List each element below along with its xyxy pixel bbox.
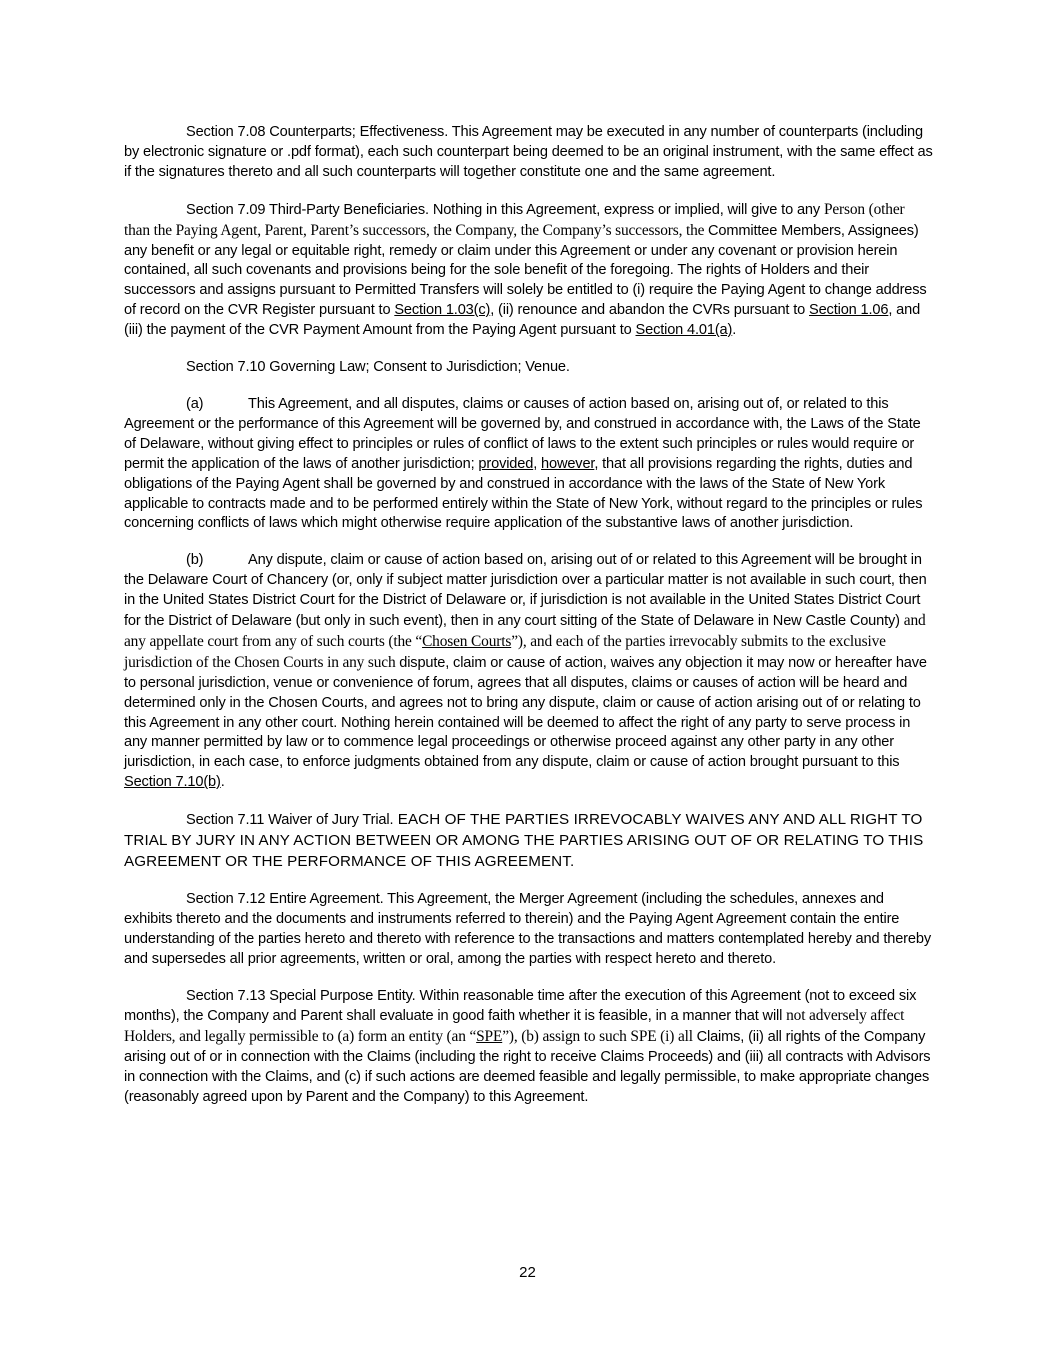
- section-heading: Section 7.13 Special Purpose Entity.: [186, 987, 416, 1004]
- defined-term: Chosen Courts: [422, 632, 512, 650]
- section-7-12: [124, 890, 934, 970]
- section-text-serif: and any appellate court from any of such courts (the “: [124, 612, 926, 650]
- section-text: Committee Members, Assignees) any benefit or any legal or equitable right, remedy or claim under this Agreement or under any covenant or provision herein contained, all such covenants and provisions being for the sole benefit of the foregoing. The rights of Holders and their successors and assigns pursuant to Permitted Transfers will solely be entitled to (i) require the Paying Agent to change address of record on the CVR Register pursuant to: [124, 222, 927, 319]
- section-text: , that all provisions regarding the rights, duties and obligations of the Paying Agent shall be governed by and construed in accordance with the laws of the State of New York applicable to contracts made and to be performed entirely within the State of New York, without regard to the principles or rules concerning conflicts of laws which might otherwise require application of the substantive laws of another jurisdiction.: [124, 455, 923, 532]
- section-body: EACH OF THE PARTIES IRREVOCABLY WAIVES ANY AND ALL RIGHT TO TRIAL BY JURY IN ANY ACTION BETWEEN OR AMONG THE PARTIES ARISING OUT OF OR RELATING TO THIS AGREEMENT OR THE PERFORMANCE OF THIS AGREEMENT.: [124, 811, 924, 870]
- cross-reference: Section 1.06: [809, 302, 889, 319]
- section-text: Within reasonable time after the execution of this Agreement (not to exceed six months), the Company and Parent shall evaluate in good faith whether it is feasible, in a manner that will: [124, 987, 917, 1025]
- document-page: [124, 123, 934, 1125]
- section-7-10: [124, 358, 934, 378]
- section-7-10-b: [124, 551, 934, 793]
- section-text-serif: ”), and each of the parties irrevocably submits to the exclusive jurisdiction of the Chosen Courts in any such: [124, 632, 886, 671]
- section-text: , (ii) renounce and abandon the CVRs pursuant to: [490, 302, 809, 319]
- section-heading: Section 7.10 Governing Law; Consent to Jurisdiction; Venue.: [186, 359, 570, 376]
- section-7-09: [124, 200, 934, 341]
- section-body: This Agreement, the Merger Agreement (including the schedules, annexes and exhibits thereto and the documents and instruments referred to therein) and the Paying Agent Agreement contain the entire understanding of the parties hereto and thereto with reference to the transactions and matters contemplated hereby and thereby and supersedes all prior agreements, written or oral, among the parties with respect hereto and thereto.: [124, 890, 931, 967]
- section-heading: Section 7.12 Entire Agreement.: [186, 890, 384, 907]
- cross-reference: Section 4.01(a): [635, 322, 733, 339]
- section-7-11: [124, 810, 934, 873]
- section-text: .: [220, 774, 225, 791]
- section-text: dispute, claim or cause of action, waives any objection it may now or hereafter have to personal jurisdiction, venue or convenience of forum, agrees that all disputes, claims or causes of action will be heard and determined only in the Chosen Courts, and agrees not to bring any dispute, claim or cause of action arising out of or relating to this Agreement in any other court. Nothing herein contained will be deemed to affect the right of any party to serve process in any manner permitted by law or to commence legal proceedings or otherwise proceed against any other party in any other jurisdiction, in each case, to enforce judgments obtained from any dispute, claim or cause of action brought pursuant to this: [124, 654, 927, 771]
- section-text-serif: ”), (b) assign to such SPE (i) all: [502, 1028, 697, 1046]
- subsection-label: (a): [186, 395, 204, 412]
- section-7-08: [124, 123, 934, 183]
- section-heading: Section 7.11 Waiver of Jury Trial.: [186, 812, 394, 829]
- section-text-serif: Person (other than the Paying Agent, Parent, Parent’s successors, the Company, the Company’s successors, the: [124, 200, 905, 239]
- section-7-13: [124, 987, 934, 1108]
- section-text: , and (iii) the payment of the CVR Payment Amount from the Paying Agent pursuant to: [124, 302, 921, 339]
- section-7-10-a: [124, 395, 934, 534]
- defined-term: however: [541, 455, 595, 472]
- cross-reference: Section 1.03(c): [394, 302, 491, 319]
- section-heading: Section 7.09 Third-Party Beneficiaries.: [186, 201, 429, 218]
- section-body: This Agreement may be executed in any number of counterparts (including by electronic signature or .pdf format), each such counterpart being deemed to be an original instrument, with the same effect as if the signatures thereto and all such counterparts will together constitute one and the same agreement.: [124, 124, 933, 180]
- defined-term: provided: [478, 455, 534, 472]
- section-text: Nothing in this Agreement, express or implied, will give to any: [428, 201, 824, 218]
- page-number: 22: [519, 1264, 536, 1281]
- section-text: .: [732, 322, 737, 339]
- cross-reference: Section 7.10(b): [124, 774, 221, 791]
- section-text: Any dispute, claim or cause of action based on, arising out of or related to this Agreement will be brought in the Delaware Court of Chancery (or, only if subject matter jurisdiction over a particular matter is not available in such court, then in the United States District Court for the District of Delaware or, if jurisdiction is not available in the United States District Court for the District of Delaware (but only in such event), then in any court sitting of the State of Delaware in New Castle County): [124, 552, 927, 630]
- section-heading: Section 7.08 Counterparts; Effectiveness.: [186, 124, 449, 140]
- section-text-serif: not adversely affect Holders, and legally permissible to (a) form an entity (an “: [124, 1007, 905, 1046]
- section-text: This Agreement, and all disputes, claims or causes of action based on, arising out of, or related to this Agreement or the performance of this Agreement will be governed by, and construed in accordance with, the Laws of the State of Delaware, without giving effect to principles or rules of conflict of laws to the extent such principles or rules would require or permit the application of the laws of another jurisdiction;: [124, 395, 921, 472]
- subsection-label: (b): [186, 552, 204, 569]
- section-text: Claims, (ii) all rights of the Company arising out of or in connection with the Claims (including the right to receive Claims Proceeds) and (iii) all contracts with Advisors in connection with the Claims, and (c) if such actions are deemed feasible and legally permissible, to make appropriate changes (reasonably agreed upon by Parent and the Company) to this Agreement.: [124, 1029, 931, 1106]
- defined-term: SPE: [476, 1028, 503, 1046]
- section-text: ,: [533, 455, 542, 472]
